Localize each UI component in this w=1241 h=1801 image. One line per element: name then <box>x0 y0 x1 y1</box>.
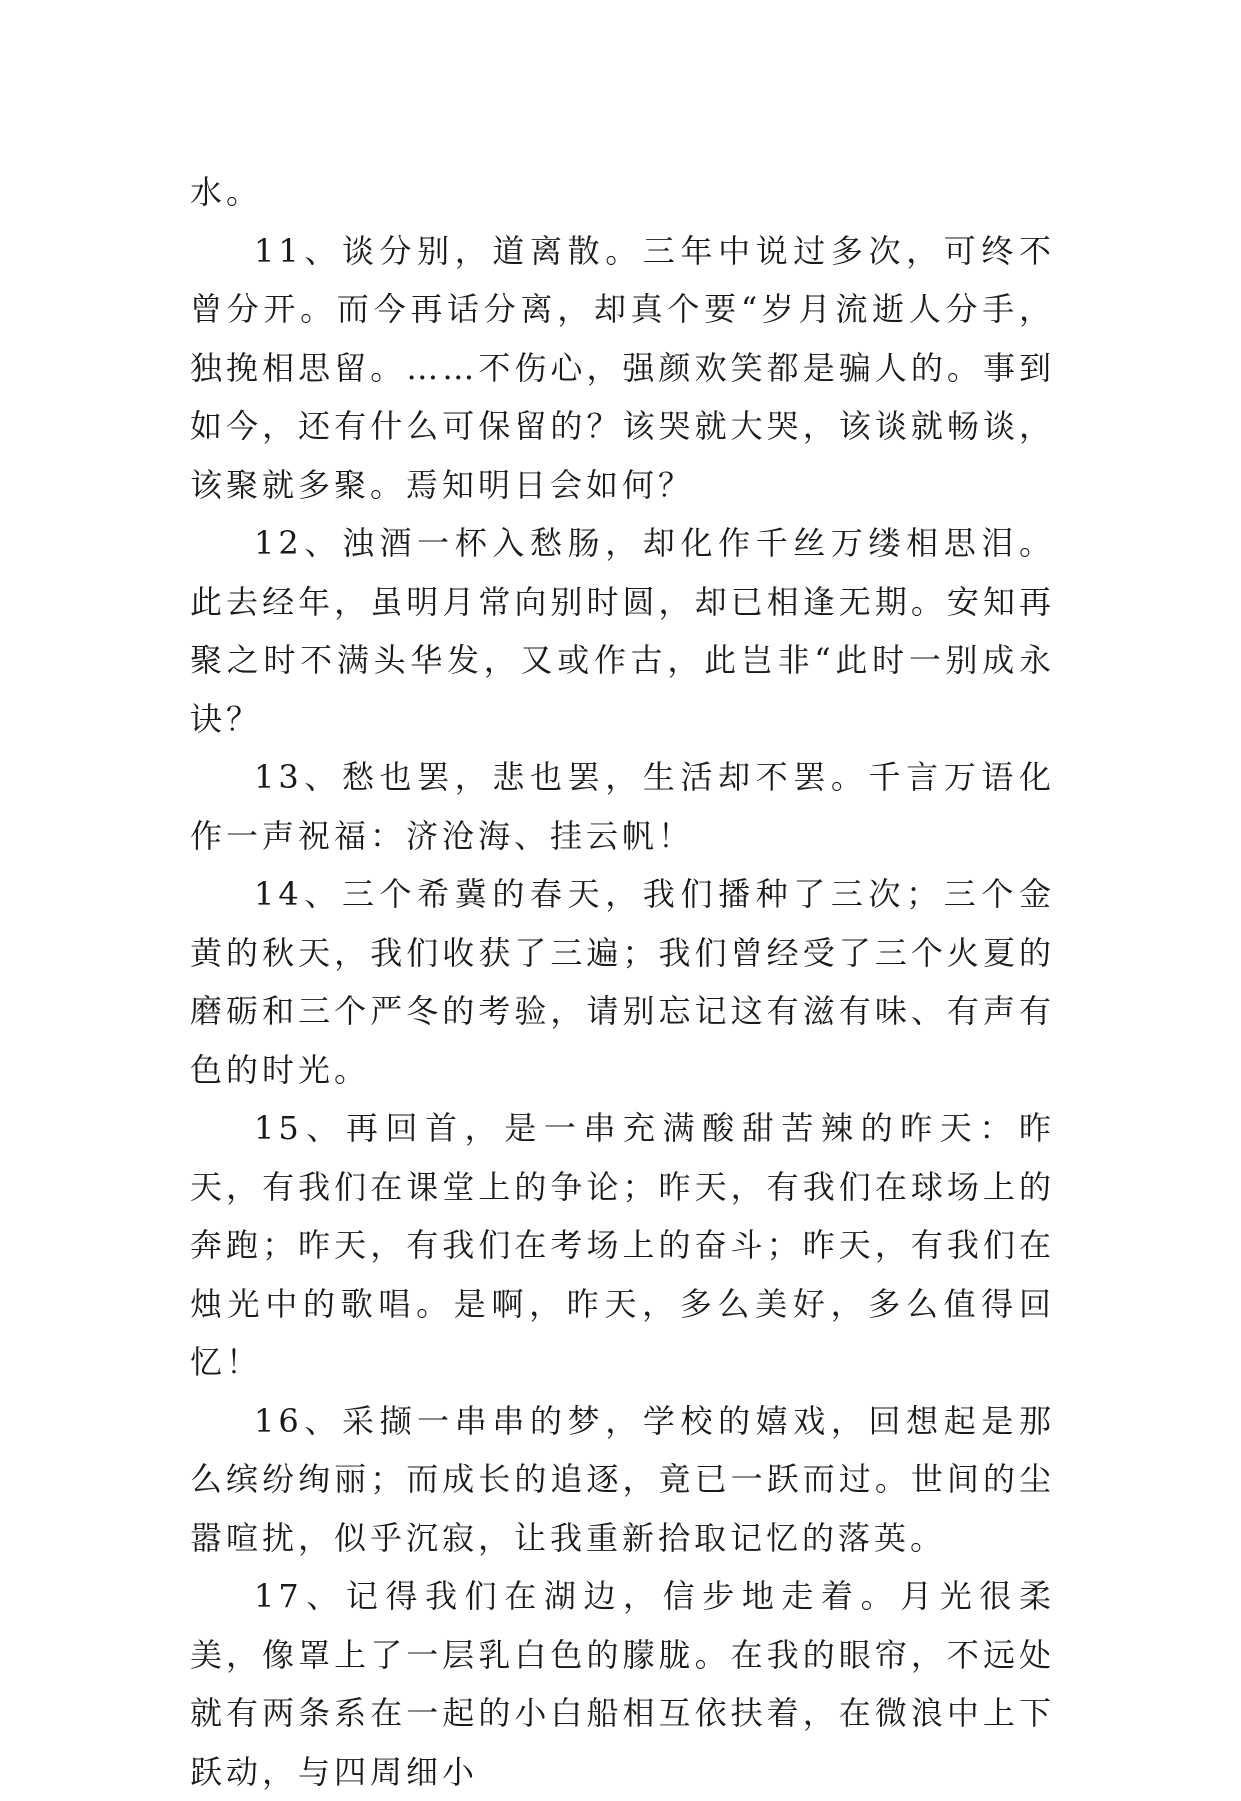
paragraph-14: 14、三个希冀的春天，我们播种了三次；三个金黄的秋天，我们收获了三遍；我们曾经受了三个火夏的磨砺和三个严冬的考验，请别忘记这有滋有味、有声有色的时光。 <box>190 875 1055 1089</box>
document-body <box>190 163 1055 1801</box>
paragraph-continuation: 水。 <box>190 173 263 211</box>
paragraph-12: 12、浊酒一杯入愁肠，却化作千丝万缕相思泪。此去经年，虽明月常向别时圆，却已相逢无期。安知再聚之时不满头华发，又或作古，此岂非“此时一别成永诀？ <box>190 524 1055 738</box>
paragraph-11: 11、谈分别，道离散。三年中说过多次，可终不曾分开。而今再话分离，却真个要“岁月流逝人分手，独挽相思留。……不伤心，强颜欢笑都是骗人的。事到如今，还有什么可保留的？该哭就大哭，该谈就畅谈，该聚就多聚。焉知明日会如何？ <box>190 231 1055 504</box>
paragraph-15: 15、再回首，是一串充满酸甜苦辣的昨天：昨天，有我们在课堂上的争论；昨天，有我们在球场上的奔跑；昨天，有我们在考场上的奋斗；昨天，有我们在烛光中的歌唱。是啊，昨天，多么美好，多么值得回忆！ <box>190 1109 1055 1381</box>
paragraph-13: 13、愁也罢，悲也罢，生活却不罢。千言万语化作一声祝福：济沧海、挂云帆！ <box>190 758 1055 855</box>
paragraph-17: 17、记得我们在湖边，信步地走着。月光很柔美，像罩上了一层乳白色的朦胧。在我的眼帘，不远处就有两条系在一起的小白船相互依扶着，在微浪中上下跃动，与四周细小 <box>190 1577 1055 1791</box>
paragraph-16: 16、采撷一串串的梦，学校的嬉戏，回想起是那么缤纷绚丽；而成长的追逐，竟已一跃而过。世间的尘嚣喧扰，似乎沉寂，让我重新拾取记忆的落英。 <box>190 1401 1055 1557</box>
